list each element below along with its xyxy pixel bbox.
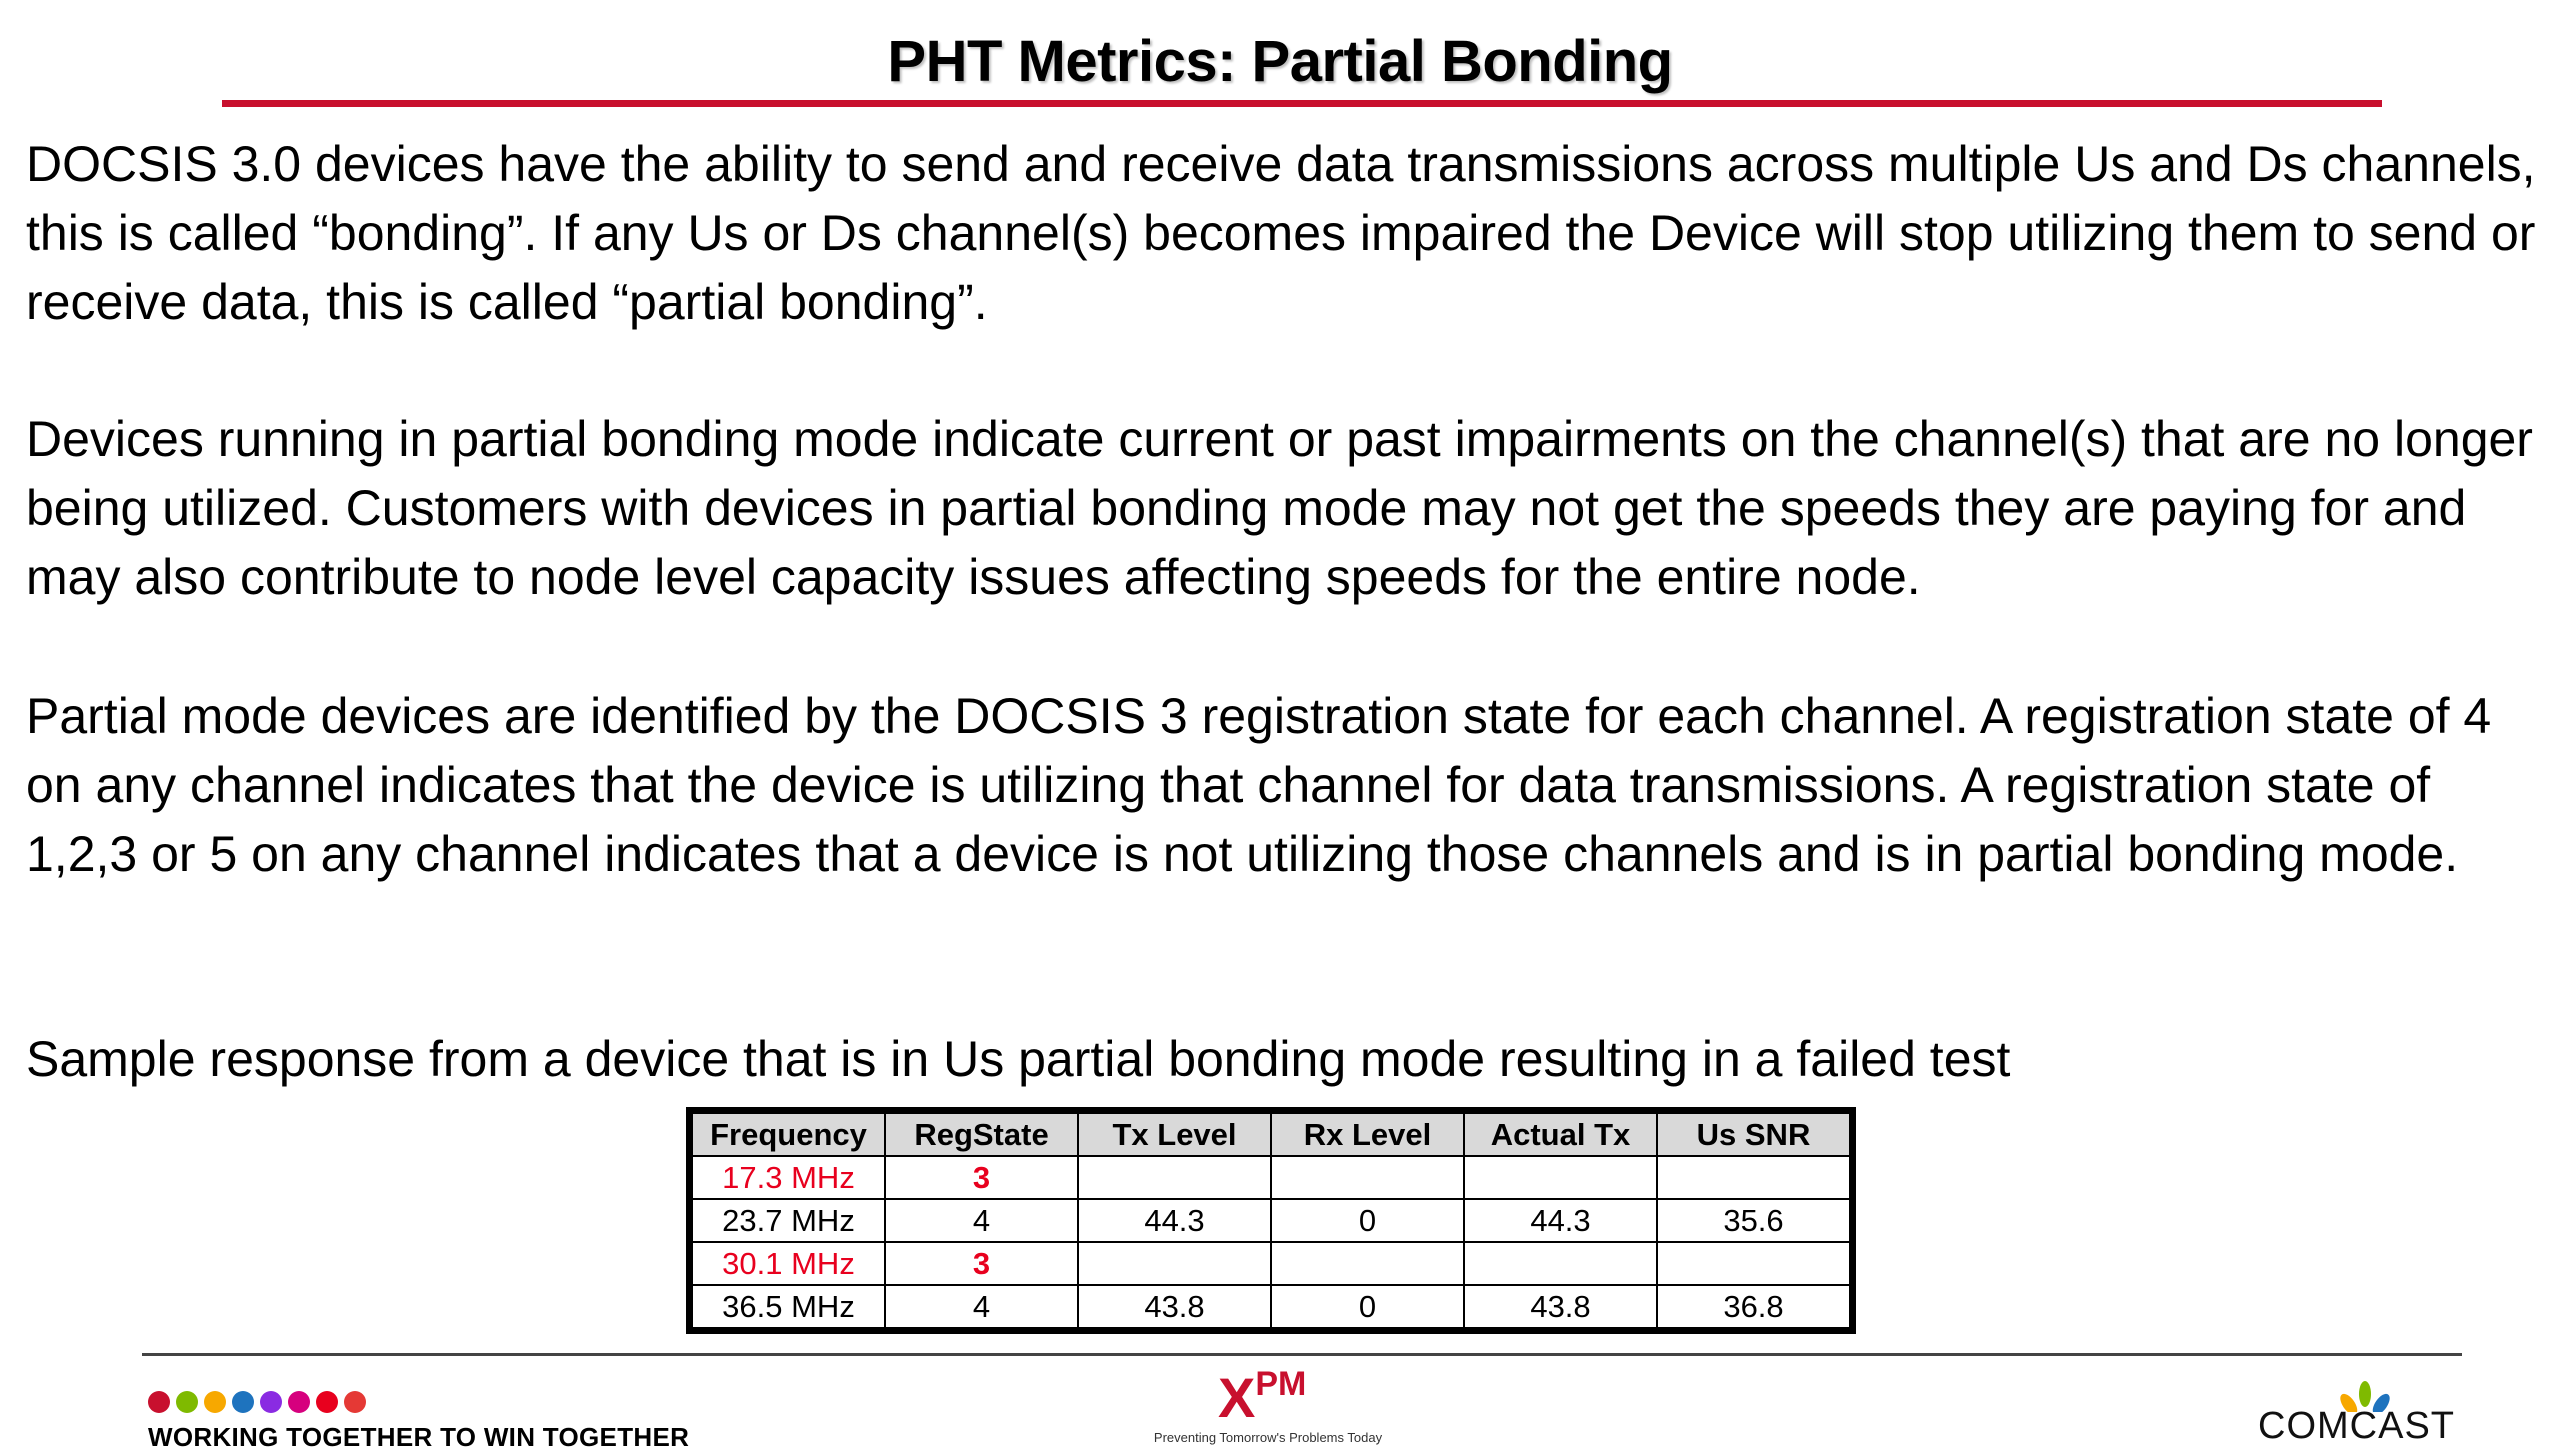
actual-tx-cell [1464,1242,1657,1285]
us-snr-cell [1657,1156,1850,1199]
rx-level-cell [1271,1156,1464,1199]
color-dot [316,1391,338,1413]
actual-tx-cell [1464,1156,1657,1199]
color-dot [232,1391,254,1413]
actual-tx-cell: 44.3 [1464,1199,1657,1242]
xpm-tagline: Preventing Tomorrow's Problems Today [1153,1430,1383,1445]
tx-level-cell: 43.8 [1078,1285,1271,1328]
column-header: Rx Level [1271,1113,1464,1156]
color-dot [260,1391,282,1413]
slide-title: PHT Metrics: Partial Bonding [887,29,1673,94]
column-header: RegState [885,1113,1078,1156]
table-row [692,1285,1850,1328]
sample-response-table [686,1107,1856,1334]
frequency-cell: 17.3 MHz [692,1156,885,1199]
color-dot [204,1391,226,1413]
frequency-cell: 30.1 MHz [692,1242,885,1285]
xpm-logo-x: X [1218,1366,1256,1429]
color-dot [344,1391,366,1413]
paragraph-registration-state: Partial mode devices are identified by the DOCSIS 3 registration state for each channel. A registration state of 4 on any channel indicates that the device is utilizing that channel for data transmissions. A registration state of 1,2,3 or 5 on any channel indicates that a device is not utilizing those channels and is in partial bonding mode. [26,688,2492,882]
column-header: Us SNR [1657,1113,1850,1156]
tx-level-cell [1078,1242,1271,1285]
frequency-cell: 36.5 MHz [692,1285,885,1328]
rx-level-cell: 0 [1271,1285,1464,1328]
table-row [692,1242,1850,1285]
regstate-cell: 3 [885,1156,1078,1199]
rx-level-cell: 0 [1271,1199,1464,1242]
actual-tx-cell: 43.8 [1464,1285,1657,1328]
xpm-logo-pm: PM [1255,1365,1307,1403]
column-header: Actual Tx [1464,1113,1657,1156]
paragraph-bonding: DOCSIS 3.0 devices have the ability to send and receive data transmissions across multiple Us and Ds channels, this is called “bonding”. If any Us or Ds channel(s) becomes impaired the Device will stop utilizing them to send or receive data, this is called “partial bonding”. [26,136,2536,330]
footer-slogan: WORKING TOGETHER TO WIN TOGETHER [148,1422,690,1452]
color-dot [176,1391,198,1413]
colored-dots-logo [148,1391,366,1413]
table-row [692,1156,1850,1199]
paragraph-sample-intro: Sample response from a device that is in Us partial bonding mode resulting in a failed test [26,1031,2011,1087]
us-snr-cell: 36.8 [1657,1285,1850,1328]
tx-level-cell [1078,1156,1271,1199]
us-snr-cell [1657,1242,1850,1285]
color-dot [288,1391,310,1413]
rx-level-cell [1271,1242,1464,1285]
table-header-row [692,1113,1850,1156]
us-snr-cell: 35.6 [1657,1199,1850,1242]
column-header: Tx Level [1078,1113,1271,1156]
xpm-logo [1218,1365,1306,1430]
column-header: Frequency [692,1113,885,1156]
comcast-wordmark: COMCAST [2258,1405,2455,1447]
regstate-cell: 3 [885,1242,1078,1285]
table-row [692,1199,1850,1242]
paragraph-partial-mode-impact: Devices running in partial bonding mode indicate current or past impairments on the channel(s) that are no longer being utilized. Customers with devices in partial bonding mode may not get the speeds they are paying for and may also contribute to node level capacity issues affecting speeds for the entire node. [26,411,2533,605]
regstate-cell: 4 [885,1285,1078,1328]
tx-level-cell: 44.3 [1078,1199,1271,1242]
footer-divider [142,1353,2462,1356]
color-dot [148,1391,170,1413]
title-underline [222,100,2382,107]
frequency-cell: 23.7 MHz [692,1199,885,1242]
regstate-cell: 4 [885,1199,1078,1242]
